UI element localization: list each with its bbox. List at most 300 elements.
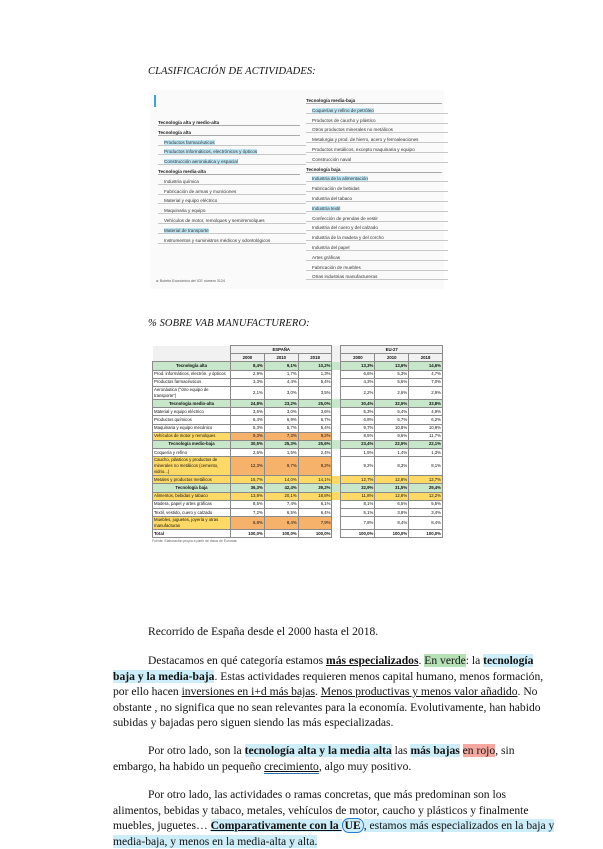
- value-cell: 8,4%: [375, 517, 409, 530]
- table-gap: [332, 500, 341, 508]
- classification-item: [158, 218, 306, 224]
- classification-item-text: Productos farmacéuticos: [164, 139, 215, 145]
- value-cell: 9,3%: [231, 432, 265, 440]
- value-cell: 1,5%: [341, 449, 375, 457]
- value-cell: 5,4%: [298, 424, 332, 432]
- value-cell: 10,8%: [375, 424, 409, 432]
- row-label: Muebles, juguetes, joyería y otras manufacturas: [153, 517, 231, 530]
- table-gap: [332, 416, 341, 424]
- value-cell: 6,5%: [264, 509, 298, 517]
- p1-e: : la: [465, 654, 484, 667]
- value-cell: 3,3%: [231, 378, 265, 386]
- p1-line-2: [113, 669, 544, 685]
- classification-item: [306, 127, 448, 133]
- p2-h: embargo, ha habido un pequeño: [113, 759, 265, 773]
- value-cell: 8,1%: [409, 457, 443, 476]
- classification-item: [306, 108, 448, 114]
- table-row: [153, 416, 443, 424]
- table-gap: [332, 408, 341, 416]
- value-cell: 11,7%: [409, 432, 443, 440]
- value-cell: 6,8%: [231, 517, 265, 530]
- classification-category: [306, 98, 442, 104]
- classification-item: [306, 235, 448, 241]
- value-cell: 32,5%: [375, 399, 409, 407]
- classification-category: [306, 167, 442, 173]
- table-row: [153, 509, 443, 517]
- value-cell: 1,7%: [264, 370, 298, 378]
- value-cell: 12,3%: [231, 457, 265, 476]
- classification-category: [158, 120, 300, 126]
- value-cell: 3,5%: [298, 386, 332, 399]
- year-cell: 2010: [375, 354, 409, 362]
- value-cell: 3,6%: [231, 408, 265, 416]
- classification-source-note: a: Boletín Económico del ICE número 3124: [156, 279, 225, 283]
- classification-item-text: Industria química: [164, 178, 199, 184]
- value-cell: 1,3%: [409, 449, 443, 457]
- p1-h: . Estas actividades requieren menos capital humano, menos formación,: [214, 669, 544, 683]
- caption: [148, 624, 378, 640]
- row-label: Tecnología alta: [153, 362, 231, 370]
- classification-item: [158, 198, 306, 204]
- row-label: Productos farmacéuticos: [153, 378, 231, 386]
- value-cell: 25,0%: [298, 399, 332, 407]
- classification-item-text: Industria del cuero y del calzado: [312, 225, 378, 231]
- value-cell: 30,4%: [341, 399, 375, 407]
- table-row: [153, 424, 443, 432]
- row-label: Tecnología medio-alta: [153, 399, 231, 407]
- p2-a: Por otro lado, son la: [148, 744, 245, 757]
- value-cell: 11,8%: [341, 492, 375, 500]
- p1-c: .: [418, 654, 425, 667]
- value-cell: 3,6%: [298, 408, 332, 416]
- value-cell: 4,4%: [264, 378, 298, 386]
- row-label: Tecnología medio-baja: [153, 440, 231, 448]
- table-row: [153, 476, 443, 484]
- p3-line-1: [113, 787, 533, 803]
- paragraph-2: [113, 743, 533, 774]
- value-cell: 23,2%: [264, 399, 298, 407]
- table-row: [153, 484, 443, 492]
- p1-en-verde: En verde: [424, 654, 466, 667]
- value-cell: 13,3%: [341, 362, 375, 370]
- value-cell: 100,0%: [298, 530, 332, 538]
- classification-item: [158, 238, 306, 244]
- value-cell: 8,4%: [264, 517, 298, 530]
- value-cell: 1,4%: [375, 449, 409, 457]
- value-cell: 8,4%: [231, 362, 265, 370]
- row-label: Coquería y refino: [153, 449, 231, 457]
- value-cell: 42,4%: [264, 484, 298, 492]
- table-gap: [332, 509, 341, 517]
- classification-item: [306, 176, 448, 182]
- table-row: [153, 378, 443, 386]
- value-cell: 8,5%: [231, 500, 265, 508]
- value-cell: 10,2%: [298, 362, 332, 370]
- p1-o: subidas y bajadas pero siguen siendo las más especializadas.: [113, 716, 394, 730]
- classification-item-text: Otros productos minerales no metálicos: [312, 127, 393, 133]
- table-gap: [332, 370, 341, 378]
- value-cell: 31,5%: [375, 484, 409, 492]
- p3-line-3: [113, 818, 555, 834]
- p2-mas-bajas: más bajas: [410, 744, 460, 757]
- p3-c: muebles, juguetes…: [113, 819, 211, 833]
- classification-item: [158, 159, 306, 165]
- group-spain: ESPAÑA: [231, 346, 332, 354]
- year-cell: 2018: [409, 354, 443, 362]
- value-cell: 22,5%: [375, 440, 409, 448]
- value-cell: 23,4%: [341, 440, 375, 448]
- p1-line-1: [113, 653, 533, 669]
- classification-item-text: Productos informáticos, electrónicos y ópticos: [164, 149, 258, 155]
- value-cell: 5,4%: [298, 378, 332, 386]
- classification-item-text: Tecnología media-baja: [306, 98, 356, 103]
- value-cell: 4,3%: [341, 378, 375, 386]
- value-cell: 1,5%: [264, 449, 298, 457]
- classification-item: [306, 274, 448, 280]
- classification-item: [158, 179, 306, 185]
- value-cell: 22,1%: [409, 440, 443, 448]
- p1-line-3: [113, 684, 538, 700]
- heading-classification: CLASIFICACIÓN DE ACTIVIDADES:: [148, 66, 316, 77]
- value-cell: 8,1%: [341, 500, 375, 508]
- classification-item-text: Vehículos de motor, remolques y semirremolques: [164, 218, 265, 223]
- vab-table-image: [152, 345, 443, 622]
- table-row: [153, 386, 443, 399]
- classification-item-text: Coquerías y refino de petróleo: [312, 107, 374, 113]
- value-cell: 39,2%: [298, 484, 332, 492]
- accent-bar: [154, 95, 156, 107]
- p1-highlight-especializados: más especializados: [326, 654, 419, 667]
- table-row: [153, 457, 443, 476]
- classification-item: [158, 208, 306, 214]
- row-label: Total: [153, 530, 231, 538]
- row-label: Maquinaria y equipo mecánico: [153, 424, 231, 432]
- value-cell: 7,3%: [264, 432, 298, 440]
- value-cell: 6,4%: [231, 416, 265, 424]
- row-label: Prod. informáticos, electrón. y ópticos: [153, 370, 231, 378]
- value-cell: 2,4%: [298, 449, 332, 457]
- row-label: Caucho, plásticos y productos de minerales no metálicos (cemento, vidrio...): [153, 457, 231, 476]
- classification-item: [306, 255, 448, 261]
- p1-inversiones: inversiones en i+d más bajas: [181, 685, 315, 699]
- p3-ue: UE: [342, 818, 364, 833]
- table-gap: [332, 530, 341, 538]
- value-cell: 7,4%: [264, 500, 298, 508]
- p2-g: , sin: [495, 744, 515, 757]
- value-cell: 1,3%: [298, 370, 332, 378]
- table-row: [153, 370, 443, 378]
- value-cell: 6,4%: [298, 509, 332, 517]
- classification-image: [150, 90, 444, 289]
- p3-line-2: [113, 803, 533, 819]
- table-gap: [332, 457, 341, 476]
- value-cell: 7,8%: [341, 517, 375, 530]
- value-cell: 7,2%: [231, 509, 265, 517]
- value-cell: 24,8%: [231, 399, 265, 407]
- value-cell: 9,2%: [298, 432, 332, 440]
- p1-baja-media-baja: baja y la media-baja: [113, 669, 215, 683]
- table-row: [153, 500, 443, 508]
- table-gap: [332, 399, 341, 407]
- table-row: [153, 517, 443, 530]
- value-cell: 9,7%: [341, 424, 375, 432]
- table-gap: [332, 517, 341, 530]
- classification-category: [158, 169, 300, 175]
- p2-crecimiento: crecimiento: [264, 759, 319, 773]
- table-row: [153, 492, 443, 500]
- row-label: Aeronáutica ("otro equipo de transporte"): [153, 386, 231, 399]
- classification-item-text: Industria textil: [312, 205, 341, 211]
- value-cell: 100,0%: [375, 530, 409, 538]
- table-row: [153, 530, 443, 538]
- classification-item-text: Fabricación de bebidas: [312, 186, 360, 192]
- classification-item: [306, 216, 448, 222]
- value-cell: 12,7%: [341, 476, 375, 484]
- classification-item: [306, 147, 448, 153]
- table-row: [153, 399, 443, 407]
- value-cell: 8,4%: [409, 517, 443, 530]
- row-label: Alimentos, bebidas y tabaco: [153, 492, 231, 500]
- classification-item-text: Instrumentos y suministros médicos y odontológicos: [164, 237, 271, 243]
- table-year-header: [153, 354, 443, 362]
- classification-item: [306, 225, 448, 231]
- value-cell: 33,8%: [409, 399, 443, 407]
- p2-c: las: [391, 744, 411, 757]
- value-cell: 6,1%: [298, 500, 332, 508]
- classification-item-text: Fabricación de muebles: [312, 264, 361, 270]
- value-cell: 3,0%: [264, 386, 298, 399]
- table-row: [153, 440, 443, 448]
- table-row: [153, 362, 443, 370]
- classification-item: [306, 186, 448, 192]
- value-cell: 5,5%: [409, 500, 443, 508]
- table-group-header: [153, 346, 443, 354]
- p3-f: , estamos más especializados en la baja y: [363, 819, 555, 833]
- classification-item-text: Material de transporte: [164, 227, 209, 233]
- classification-item-text: Fabricación de armas y municiones: [164, 188, 237, 194]
- classification-item: [158, 189, 306, 195]
- year-cell: 2000: [231, 354, 265, 362]
- value-cell: 6,7%: [298, 416, 332, 424]
- value-cell: 13,8%: [231, 492, 265, 500]
- group-eu: EU-27: [341, 346, 443, 354]
- value-cell: 25,3%: [264, 440, 298, 448]
- table-gap: [332, 440, 341, 448]
- value-cell: 12,7%: [409, 476, 443, 484]
- value-cell: 29,4%: [409, 484, 443, 492]
- table-row: [153, 432, 443, 440]
- row-label: Material y equipo eléctrico: [153, 408, 231, 416]
- classification-item-text: Industria de la madera y del corcho: [312, 235, 384, 241]
- year-cell: 2018: [298, 354, 332, 362]
- value-cell: 2,1%: [231, 386, 265, 399]
- table-gap: [332, 476, 341, 484]
- value-cell: 6,2%: [409, 416, 443, 424]
- classification-item-text: Maquinaria y equipo: [164, 208, 206, 214]
- value-cell: 2,9%: [231, 370, 265, 378]
- p3-comparativamente: Comparativamente con la: [210, 819, 342, 833]
- value-cell: 7,9%: [298, 517, 332, 530]
- classification-item-text: Tecnología media-alta: [158, 169, 206, 174]
- p3-a: Por otro lado, las actividades o ramas concretas, que más predominan son los: [148, 788, 507, 801]
- p1-line-4: [113, 700, 541, 716]
- value-cell: 6,9%: [264, 416, 298, 424]
- value-cell: 12,8%: [375, 476, 409, 484]
- value-cell: 12,2%: [409, 492, 443, 500]
- row-label: Madera, papel y artes gráficas: [153, 500, 231, 508]
- classification-item-text: Metalurgia y prod. de hierro, acero y ferroaleaciones: [312, 137, 419, 143]
- paragraph-3: [113, 787, 555, 849]
- value-cell: 4,7%: [409, 370, 443, 378]
- classification-item-text: Construcción naval: [312, 156, 352, 162]
- value-cell: 30,5%: [231, 440, 265, 448]
- value-cell: 9,2%: [298, 457, 332, 476]
- value-cell: 5,1%: [341, 509, 375, 517]
- classification-item-text: Tecnología alta y medio-alta: [158, 120, 220, 125]
- table-gap: [332, 492, 341, 500]
- table-source: Fuente: Elaboración propia a partir de datos de Eurostat.: [152, 539, 238, 544]
- classification-item-text: Industria del papel: [312, 245, 350, 250]
- classification-item: [306, 157, 448, 163]
- vab-table: [152, 345, 443, 538]
- classification-item-text: Productos de caucho y plástico: [312, 117, 376, 123]
- value-cell: 6,7%: [375, 416, 409, 424]
- table-gap: [332, 362, 341, 370]
- p3-line-4: [113, 834, 533, 849]
- caption-text: Recorrido de España desde el 2000 hasta el 2018.: [148, 625, 379, 638]
- value-cell: 15,7%: [231, 476, 265, 484]
- value-cell: 9,6%: [375, 432, 409, 440]
- value-cell: 32,9%: [341, 484, 375, 492]
- value-cell: 14,6%: [409, 362, 443, 370]
- classification-item: [306, 265, 448, 271]
- value-cell: 9,1%: [264, 362, 298, 370]
- value-cell: 5,7%: [264, 424, 298, 432]
- table-gap: [332, 378, 341, 386]
- classification-item-text: Tecnología baja: [306, 166, 341, 172]
- value-cell: 6,8%: [341, 416, 375, 424]
- value-cell: 5,3%: [375, 370, 409, 378]
- value-cell: 100,0%: [231, 530, 265, 538]
- value-cell: 3,8%: [375, 509, 409, 517]
- value-cell: 6,6%: [341, 370, 375, 378]
- value-cell: 2,2%: [341, 386, 375, 399]
- table-row: [153, 449, 443, 457]
- classification-item: [158, 140, 306, 146]
- p2-en-rojo: en rojo: [462, 744, 496, 757]
- classification-item: [158, 149, 306, 155]
- row-label: Tecnología baja: [153, 484, 231, 492]
- classification-item: [158, 228, 306, 234]
- value-cell: 25,6%: [298, 440, 332, 448]
- classification-item-text: Industria del tabaco: [312, 196, 353, 201]
- heading-vab: % SOBRE VAB MANUFACTURERO:: [148, 318, 310, 329]
- value-cell: 3,4%: [409, 509, 443, 517]
- value-cell: 10,9%: [409, 424, 443, 432]
- p2-tecnologia-alta: tecnología alta y la media alta: [244, 744, 392, 757]
- row-label: Vehículos de motor y remolques: [153, 432, 231, 440]
- p1-n: obstante , no significa que no sean relevantes para la economía. Evolutivamente, han habido: [113, 700, 541, 714]
- row-label: Metales y productos metálicos: [153, 476, 231, 484]
- classification-category: [158, 130, 300, 136]
- value-cell: 2,9%: [409, 386, 443, 399]
- value-cell: 8,3%: [375, 457, 409, 476]
- value-cell: 3,0%: [264, 408, 298, 416]
- classification-item: [306, 196, 448, 202]
- p1-k: .: [314, 685, 321, 699]
- year-cell: 2010: [264, 354, 298, 362]
- table-gap: [332, 424, 341, 432]
- value-cell: 9,7%: [264, 457, 298, 476]
- table-row: [153, 408, 443, 416]
- table-gap: [332, 386, 341, 399]
- p1-i: por ello hacen: [113, 685, 182, 699]
- p3-b: alimentos, bebidas y tabaco, metales, vehículos de motor, caucho y plásticos y finalmente: [113, 803, 529, 817]
- table-gap: [332, 449, 341, 457]
- classification-item-text: Tecnología alta: [158, 129, 192, 135]
- value-cell: 14,0%: [264, 476, 298, 484]
- classification-item-text: Material y equipo eléctrico: [164, 198, 218, 204]
- p1-a: Destacamos en qué categoría estamos: [148, 654, 327, 667]
- year-cell: 2000: [341, 354, 375, 362]
- p1-line-5: [113, 715, 533, 731]
- row-label: Textil, vestido, cuero y calzado: [153, 509, 231, 517]
- classification-item-text: Construcción aeronáutica y espacial: [164, 159, 238, 165]
- classification-item-text: Productos metálicos, excepto maquinaria y equipo: [312, 147, 415, 152]
- value-cell: 20,1%: [264, 492, 298, 500]
- value-cell: 18,8%: [298, 492, 332, 500]
- p1-menos-productivas: Menos productivas y menos valor añadido: [320, 685, 518, 699]
- value-cell: 2,6%: [375, 386, 409, 399]
- value-cell: 100,0%: [264, 530, 298, 538]
- classification-item: [306, 245, 448, 251]
- classification-item-text: Industria de la alimentación: [312, 176, 368, 182]
- value-cell: 2,6%: [231, 449, 265, 457]
- value-cell: 14,1%: [298, 476, 332, 484]
- value-cell: 12,8%: [375, 492, 409, 500]
- value-cell: 9,2%: [341, 457, 375, 476]
- classification-item-text: Otras industrias manufactureras: [312, 274, 378, 280]
- value-cell: 7,0%: [409, 378, 443, 386]
- value-cell: 6,5%: [375, 500, 409, 508]
- classification-item-text: Confección de prendas de vestir: [312, 215, 378, 221]
- p2-line-2: [113, 759, 533, 775]
- value-cell: 4,9%: [409, 408, 443, 416]
- classification-item-text: Artes gráficas: [312, 254, 341, 260]
- value-cell: 8,5%: [341, 432, 375, 440]
- p2-j: , algo muy positivo.: [318, 759, 412, 773]
- value-cell: 5,3%: [231, 424, 265, 432]
- classification-item: [306, 206, 448, 212]
- table-gap: [332, 432, 341, 440]
- p3-g: media-baja, y menos en la media-alta y alta.: [113, 834, 318, 848]
- value-cell: 36,3%: [231, 484, 265, 492]
- value-cell: 5,3%: [341, 408, 375, 416]
- paragraph-1: [113, 653, 544, 731]
- p1-m: . No: [517, 685, 538, 699]
- p1-tecnologia: tecnología: [483, 654, 534, 667]
- classification-item: [306, 118, 448, 124]
- classification-item: [306, 137, 448, 143]
- value-cell: 100,0%: [341, 530, 375, 538]
- value-cell: 13,6%: [375, 362, 409, 370]
- p2-line-1: [113, 743, 533, 759]
- table-gap: [332, 484, 341, 492]
- value-cell: 100,0%: [409, 530, 443, 538]
- value-cell: 5,4%: [375, 408, 409, 416]
- row-label: Productos químicos: [153, 416, 231, 424]
- value-cell: 5,6%: [375, 378, 409, 386]
